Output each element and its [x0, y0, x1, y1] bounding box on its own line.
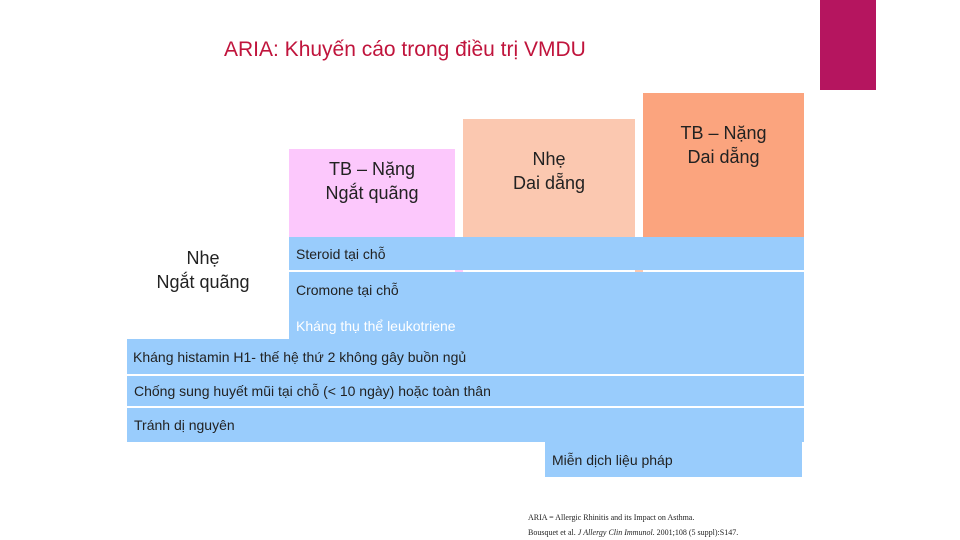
- reference-line-2: [528, 528, 738, 537]
- severity-label-line1: Nhẹ: [532, 149, 566, 169]
- severity-moderate-severe-persistent: [643, 93, 804, 239]
- severity-moderate-severe-intermittent: [289, 149, 455, 239]
- severity-label-line1: TB – Nặng: [680, 123, 767, 143]
- severity-mild-intermittent: [138, 244, 268, 296]
- treatment-bar-decongestant: Chống sung huyết mũi tại chỗ (< 10 ngày) hoặc toàn thân: [127, 374, 804, 408]
- treatment-bar-steroid: Steroid tại chỗ: [289, 237, 804, 270]
- severity-label-line2: Dai dẵng: [687, 147, 760, 167]
- severity-label-line2: Ngắt quãng: [325, 183, 419, 203]
- treatment-bar-cromone: Cromone tại chỗ: [289, 272, 804, 308]
- treatment-bar-antihistamine: Kháng histamin H1- thế hệ thứ 2 không gây buồn ngủ: [127, 339, 804, 375]
- severity-label-line1: Nhẹ: [186, 248, 220, 268]
- reference-authors: Bousquet et al.: [528, 528, 578, 537]
- severity-mild-persistent: [463, 119, 635, 239]
- treatment-bar-allergen-avoidance: Tránh dị nguyên: [127, 408, 804, 442]
- severity-label-line2: Dai dẵng: [512, 173, 586, 193]
- treatment-bar-leukotriene: Kháng thụ thể leukotriene: [289, 306, 804, 341]
- accent-bar: [820, 0, 876, 90]
- treatment-bar-immunotherapy: Miễn dịch liệu pháp: [545, 442, 802, 477]
- reference-line-1: ARIA = Allergic Rhinitis and its Impact on Asthma.: [528, 513, 695, 522]
- reference-journal: J Allergy Clin Immunol: [577, 528, 653, 537]
- severity-label-line2: Ngắt quãng: [156, 272, 250, 292]
- page-title: ARIA: Khuyến cáo trong điều trị VMDU: [224, 38, 586, 61]
- reference-citation: . 2001;108 (5 suppl):S147.: [652, 528, 739, 537]
- severity-label-line1: TB – Nặng: [328, 159, 416, 179]
